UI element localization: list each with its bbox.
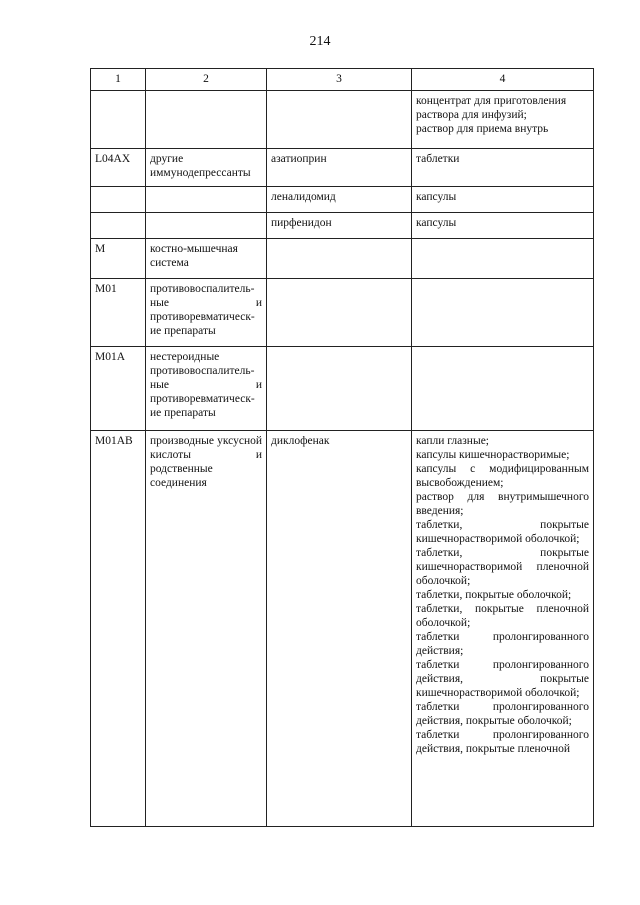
drug-name-cell <box>267 279 412 347</box>
table-row <box>91 347 594 431</box>
dosage-form-cell: таблетки <box>412 149 594 187</box>
header-row <box>91 69 594 91</box>
drug-name-cell: азатиоприн <box>267 149 412 187</box>
table-row <box>91 149 594 187</box>
header-col-4: 4 <box>412 69 594 91</box>
table-row <box>91 431 594 827</box>
table-row <box>91 187 594 213</box>
group-name-cell: нестероидные противовоспалитель-ные и противоревматическ-ие препараты <box>146 347 267 431</box>
table-row <box>91 279 594 347</box>
atc-code-cell: M01AB <box>91 431 146 827</box>
atc-code-cell <box>91 91 146 149</box>
dosage-form-cell <box>412 347 594 431</box>
table-row <box>91 91 594 149</box>
drug-name-cell <box>267 239 412 279</box>
drug-name-cell <box>267 347 412 431</box>
group-name-cell: другие иммунодепрессанты <box>146 149 267 187</box>
group-name-cell: производные уксусной кислоты и родственные соединения <box>146 431 267 827</box>
dosage-form-cell: капли глазные; капсулы кишечнорастворимые; капсулы с модифицированным высвобождением; раствор для внутримышечного введения; таблетки, покрытые кишечнорастворимой оболочкой; таблетки, покрытые кишечнорастворимой пленочной оболочкой; таблетки, покрытые оболочкой; таблетки, покрытые пленочной оболочкой; таблетки пролонгированного действия; таблетки пролонгированного действия, покрытые кишечнорастворимой оболочкой; таблетки пролонгированного действия, покрытые оболочкой; таблетки пролонгированного действия, покрытые пленочной <box>412 431 594 827</box>
drug-table <box>90 68 594 827</box>
table-row <box>91 239 594 279</box>
header-col-2: 2 <box>146 69 267 91</box>
atc-code-cell: M <box>91 239 146 279</box>
table-row <box>91 213 594 239</box>
atc-code-cell <box>91 213 146 239</box>
atc-code-cell: M01 <box>91 279 146 347</box>
group-name-cell <box>146 187 267 213</box>
group-name-cell <box>146 213 267 239</box>
atc-code-cell: M01A <box>91 347 146 431</box>
dosage-form-cell: капсулы <box>412 187 594 213</box>
drug-name-cell: леналидомид <box>267 187 412 213</box>
header-col-1: 1 <box>91 69 146 91</box>
page-number: 214 <box>309 34 331 49</box>
drug-name-cell: пирфенидон <box>267 213 412 239</box>
dosage-form-cell <box>412 279 594 347</box>
header-col-3: 3 <box>267 69 412 91</box>
group-name-cell: противовоспалитель-ные и противоревматическ-ие препараты <box>146 279 267 347</box>
group-name-cell: костно-мышечная система <box>146 239 267 279</box>
dosage-form-cell: концентрат для приготовления раствора для инфузий; раствор для приема внутрь <box>412 91 594 149</box>
atc-code-cell <box>91 187 146 213</box>
dosage-form-cell <box>412 239 594 279</box>
group-name-cell <box>146 91 267 149</box>
dosage-form-cell: капсулы <box>412 213 594 239</box>
atc-code-cell: L04AX <box>91 149 146 187</box>
drug-name-cell: диклофенак <box>267 431 412 827</box>
drug-name-cell <box>267 91 412 149</box>
